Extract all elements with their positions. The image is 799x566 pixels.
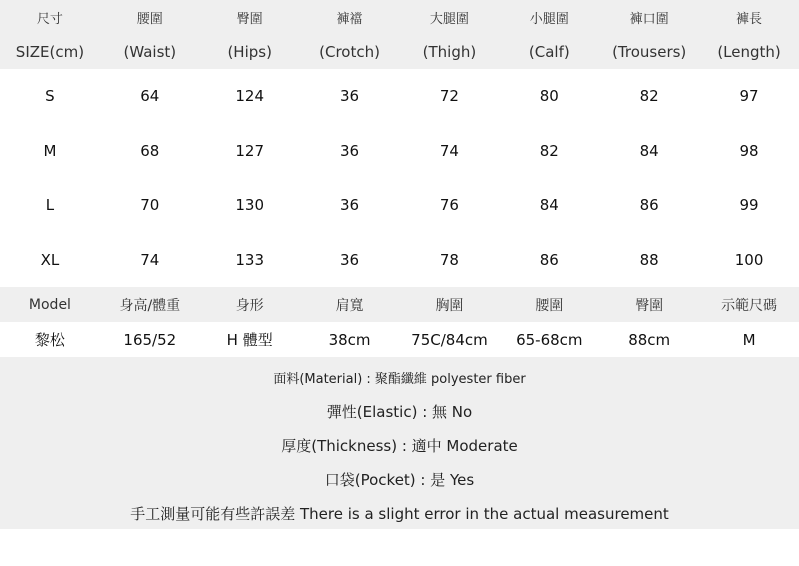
table-cell: 165/52 (123, 330, 177, 349)
table-cell: 99 (739, 196, 759, 215)
header-cell: (Length) (717, 43, 781, 61)
size-label: M (43, 141, 57, 160)
header-cell: Model (28, 296, 71, 313)
table-row (0, 69, 799, 124)
table-cell: 36 (340, 250, 360, 269)
header-cell: (Thigh) (422, 43, 477, 61)
table-cell: 70 (140, 196, 160, 215)
size-label: L (45, 196, 55, 215)
table-cell: H 體型 (226, 331, 273, 349)
table-cell: 74 (439, 141, 459, 160)
model-table-header (0, 287, 799, 322)
table-cell: 38cm (328, 330, 371, 349)
table-cell: 84 (639, 141, 659, 160)
table-cell: 36 (340, 87, 360, 106)
table-cell: 97 (739, 87, 759, 106)
header-cell: 肩寬 (335, 297, 364, 314)
header-cell: 尺寸 (36, 12, 63, 27)
table-cell: 65-68cm (516, 330, 583, 349)
size-label: S (45, 87, 55, 106)
table-cell: 82 (639, 87, 659, 106)
pocket-info: 口袋(Pocket) : 是 Yes (324, 471, 475, 490)
thickness-info: 厚度(Thickness) : 適中 Moderate (281, 436, 518, 455)
table-cell: 100 (734, 250, 764, 269)
header-cell: 臀圍 (236, 12, 263, 27)
header-cell: 褲長 (736, 12, 763, 27)
measurement-error-note: 手工測量可能有些許誤差 There is a slight error in the actual measurement (130, 505, 669, 524)
header-cell: 腰圍 (535, 297, 564, 314)
header-cell: 臀圍 (635, 297, 664, 314)
table-cell: 133 (235, 250, 264, 269)
table-cell: 78 (439, 250, 459, 269)
model-name: 黎松 (34, 331, 65, 349)
table-cell: 88cm (628, 330, 671, 349)
size-label: XL (40, 250, 60, 269)
table-cell: 80 (539, 87, 559, 106)
header-cell: (Trousers) (612, 43, 687, 61)
product-info (0, 357, 799, 529)
header-cell: 身高/體重 (119, 297, 181, 314)
header-cell: 褲口圍 (629, 12, 669, 27)
elastic-info: 彈性(Elastic) : 無 No (326, 402, 473, 421)
size-table-header-en (0, 35, 799, 69)
header-cell: (Crotch) (319, 43, 380, 61)
table-cell: 36 (340, 196, 360, 215)
table-cell: 76 (439, 196, 459, 215)
table-cell: 36 (340, 141, 360, 160)
table-cell: 127 (235, 141, 264, 160)
header-cell: (Hips) (227, 43, 272, 61)
header-cell: 腰圍 (136, 12, 163, 27)
header-cell: 胸圍 (435, 297, 464, 314)
table-cell: 82 (539, 141, 559, 160)
header-cell: 小腿圍 (529, 12, 569, 27)
table-cell: 130 (235, 196, 264, 215)
header-cell: 示範尺碼 (721, 297, 778, 314)
header-cell: (Waist) (123, 43, 177, 61)
header-cell: (Calf) (528, 43, 570, 61)
table-cell: M (742, 330, 756, 349)
table-row (0, 233, 799, 288)
material-info: 面料(Material) : 聚酯纖維 polyester fiber (273, 371, 526, 387)
table-cell: 124 (235, 87, 264, 106)
table-cell: 84 (539, 196, 559, 215)
model-row (0, 322, 799, 357)
table-cell: 86 (539, 250, 559, 269)
table-cell: 86 (639, 196, 659, 215)
header-cell: 褲襠 (336, 12, 363, 27)
table-cell: 98 (739, 141, 759, 160)
header-cell: 身形 (235, 297, 264, 314)
table-cell: 64 (140, 87, 160, 106)
table-cell: 72 (439, 87, 459, 106)
header-cell: SIZE(cm) (15, 43, 85, 61)
size-table-header-zh (0, 0, 799, 35)
header-cell: 大腿圍 (429, 12, 469, 27)
table-cell: 68 (140, 141, 160, 160)
table-cell: 88 (639, 250, 659, 269)
table-cell: 75C/84cm (411, 330, 488, 349)
table-row (0, 178, 799, 233)
table-row (0, 124, 799, 179)
table-cell: 74 (140, 250, 160, 269)
